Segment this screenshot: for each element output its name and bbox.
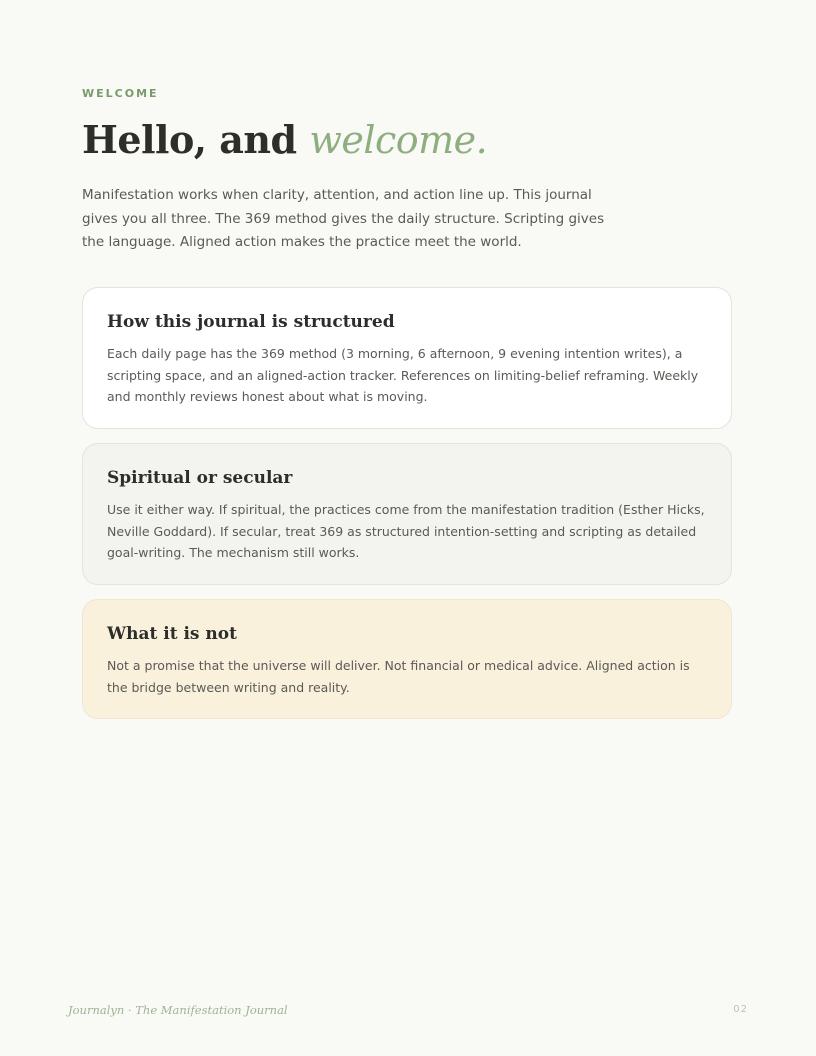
card-spiritual-secular xyxy=(82,443,732,585)
card-body: Each daily page has the 369 method (3 morning, 6 afternoon, 9 evening intention writes), a scripting space, and an aligned-action tracker. References on limiting-belief reframing. Weekly and monthly reviews honest about what is moving. xyxy=(107,346,699,404)
section-eyebrow: WELCOME xyxy=(82,87,159,100)
page-title-accent: welcome. xyxy=(309,118,488,162)
card-what-it-is-not xyxy=(82,599,732,719)
card-body: Not a promise that the universe will deliver. Not financial or medical advice. Aligned action is the bridge between writing and reality. xyxy=(107,658,690,695)
page-title-main: Hello, and xyxy=(82,117,310,162)
page-number: 02 xyxy=(733,1004,748,1015)
card-title: How this journal is structured xyxy=(107,312,395,332)
card-body: Use it either way. If spiritual, the practices come from the manifestation tradition (Esther Hicks, Neville Goddard). If secular, treat 369 as structured intention-setting and scripting as detailed goal-writing. The mechanism still works. xyxy=(107,502,705,560)
card-title: Spiritual or secular xyxy=(107,468,293,488)
card-structure xyxy=(82,287,732,429)
page-title xyxy=(82,116,487,164)
footer-title: Journalyn · The Manifestation Journal xyxy=(68,1003,288,1017)
intro-paragraph: Manifestation works when clarity, attention, and action line up. This journal gives you all three. The 369 method gives the daily structure. Scripting gives the language. Aligned action makes the practice meet the world. xyxy=(82,187,605,250)
card-title: What it is not xyxy=(107,624,237,644)
